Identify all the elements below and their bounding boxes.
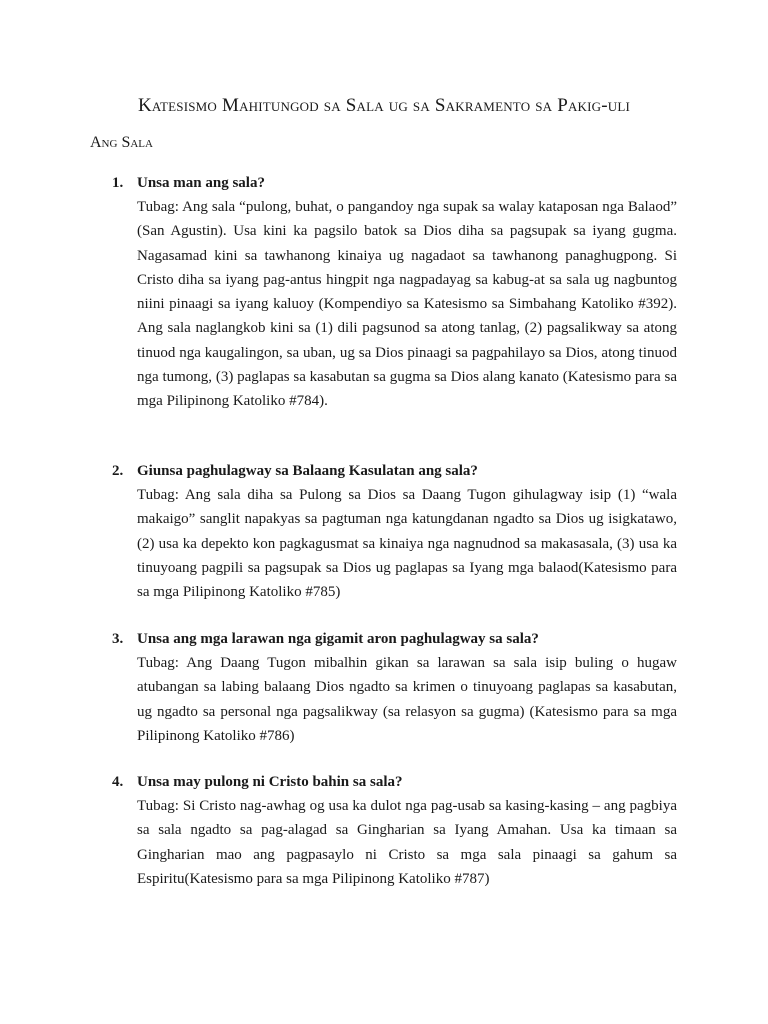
- question-heading: [112, 172, 677, 195]
- answer-text: Tubag: Ang sala “pulong, buhat, o pangandoy nga supak sa walay kataposan nga Balaod” (San Agustin). Usa kini ka pagsilo batok sa Dios diha sa pagsupak sa iyang gugma. Nagasamad kini sa tawhanong kinaiya ug nagadaot sa tawhanong panaghugpong. Si Cristo diha sa iyang pag-antus hingpit nga nagpadayag sa kabug-at sa sala ug nagbuntog niini pinaagi sa iyang kaluoy (Kompendiyo sa Katesismo sa Simbahang Katoliko #392). Ang sala naglangkob kini sa (1) dili pagsunod sa atong tanlag, (2) pagsalikway sa atong tinuod nga kaugalingon, sa uban, ug sa Dios pinaagi sa pagpahilayo sa Dios, atong tinuod nga tumong, (3) paglapas sa kasabutan sa gugma sa Dios alang kanato (Katesismo para sa mga Pilipinong Katoliko #784).: [137, 199, 677, 410]
- question-number: 4.: [112, 774, 124, 790]
- answer-text: Tubag: Ang sala diha sa Pulong sa Dios sa Daang Tugon gihulagway isip (1) “wala makaigo” sanglit napakyas sa pagtuman nga katungdanan ngadto sa Dios ug isigkatawo, (2) usa ka depekto kon pagkagusmat sa kinaiya nga nagnudnod sa makasasala, (3) usa ka tinuyoang pagpili sa pagsupak sa Dios ug paglapas sa Iyang mga balaod(Katesismo para sa mga Pilipinong Katoliko #785): [137, 487, 677, 601]
- question-item-4: [112, 771, 677, 891]
- question-number: 2.: [112, 463, 124, 479]
- question-item-2: [112, 460, 677, 604]
- question-heading: [112, 460, 677, 483]
- answer-text: Tubag: Ang Daang Tugon mibalhin gikan sa larawan sa sala isip buling o hugaw atubangan sa labing balaang Dios ngadto sa krimen o tinuyoang paglapas sa kasabutan, ug ngadto sa personal nga pagsalikway (sa relasyon sa gugma) (Katesismo para sa mga Pilipinong Katoliko #786): [137, 655, 677, 744]
- document-title: Katesismo Mahitungod sa Sala ug sa Sakramento sa Pakig-uli: [137, 95, 631, 116]
- question-item-3: [112, 628, 677, 748]
- answer-text: Tubag: Si Cristo nag-awhag og usa ka dulot nga pag-usab sa kasing-kasing – ang pagbiya sa sala ngadto sa pag-alagad sa Gingharian sa Iyang Amahan. Usa ka timaan sa Gingharian mao ang pagpasaylo ni Cristo sa mga sala pinaagi sa gahum sa Espiritu(Katesismo para sa mga Pilipinong Katoliko #787): [137, 798, 677, 887]
- question-text: Unsa may pulong ni Cristo bahin sa sala?: [137, 774, 403, 790]
- question-text: Unsa ang mga larawan nga gigamit aron paghulagway sa sala?: [137, 631, 539, 647]
- section-heading: Ang Sala: [90, 134, 153, 151]
- question-number: 3.: [112, 631, 124, 647]
- question-text: Unsa man ang sala?: [137, 175, 265, 191]
- question-text: Giunsa paghulagway sa Balaang Kasulatan ang sala?: [137, 463, 478, 479]
- question-item-1: [112, 172, 677, 414]
- question-heading: [112, 628, 677, 651]
- question-number: 1.: [112, 175, 124, 191]
- question-heading: [112, 771, 677, 794]
